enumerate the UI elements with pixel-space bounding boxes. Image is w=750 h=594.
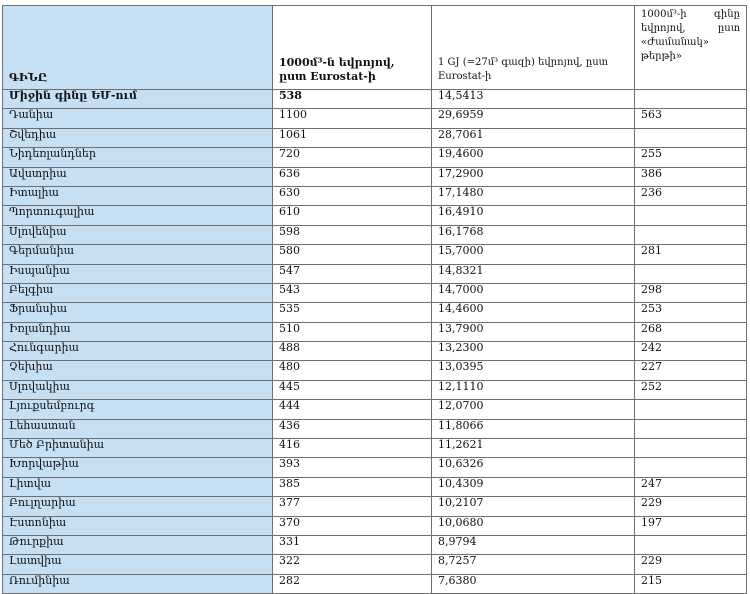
country-cell: Իտալիա (3, 186, 273, 205)
table-row (3, 245, 747, 264)
eur-gj-cell: 7,6380 (432, 574, 635, 593)
eur-gj-cell: 16,1768 (432, 225, 635, 244)
table-row (3, 225, 747, 244)
eur-1000m3-cell: 636 (273, 167, 432, 186)
country-cell: Ռումինիա (3, 574, 273, 593)
header-zhamanak: 1000մ³-ի գինը եվրոյով, ըստ «Ժամանակ» թերթի» (635, 6, 747, 90)
eur-gj-cell: 10,6326 (432, 458, 635, 477)
country-cell: Իսպանիա (3, 264, 273, 283)
eur-gj-cell: 14,8321 (432, 264, 635, 283)
zhamanak-cell: 236 (635, 186, 747, 205)
zhamanak-cell: 386 (635, 167, 747, 186)
zhamanak-cell (635, 458, 747, 477)
eur-1000m3-cell: 444 (273, 400, 432, 419)
country-cell: Ֆրանսիա (3, 303, 273, 322)
zhamanak-cell: 252 (635, 380, 747, 399)
zhamanak-cell: 229 (635, 497, 747, 516)
table-row (3, 516, 747, 535)
eur-gj-cell: 16,4910 (432, 206, 635, 225)
zhamanak-cell (635, 400, 747, 419)
table-row (3, 380, 747, 399)
country-cell: Բելգիա (3, 283, 273, 302)
eur-gj-cell: 10,4309 (432, 477, 635, 496)
eur-gj-cell: 13,2300 (432, 342, 635, 361)
eur-gj-cell: 29,6959 (432, 109, 635, 128)
country-cell: Սլովենիա (3, 225, 273, 244)
eur-gj-cell: 28,7061 (432, 128, 635, 147)
eur-1000m3-cell: 610 (273, 206, 432, 225)
eur-1000m3-cell: 535 (273, 303, 432, 322)
table-row (3, 303, 747, 322)
country-cell: Խորվաթիա (3, 458, 273, 477)
zhamanak-cell (635, 535, 747, 554)
zhamanak-cell (635, 225, 747, 244)
zhamanak-cell: 215 (635, 574, 747, 593)
country-cell: Նիդեռլանդներ (3, 148, 273, 167)
zhamanak-cell (635, 439, 747, 458)
eur-1000m3-cell: 445 (273, 380, 432, 399)
average-eur-1000m3: 538 (273, 90, 432, 109)
table-row (3, 186, 747, 205)
average-label: Միջին գինը ԵՄ-ում (3, 90, 273, 109)
zhamanak-cell: 563 (635, 109, 747, 128)
country-cell: Չեխիա (3, 361, 273, 380)
eur-1000m3-cell: 630 (273, 186, 432, 205)
eur-1000m3-cell: 488 (273, 342, 432, 361)
table-row (3, 458, 747, 477)
eur-1000m3-cell: 1061 (273, 128, 432, 147)
zhamanak-cell (635, 128, 747, 147)
eur-1000m3-cell: 543 (273, 283, 432, 302)
eur-gj-cell: 11,2621 (432, 439, 635, 458)
eur-gj-cell: 14,4600 (432, 303, 635, 322)
table-row (3, 283, 747, 302)
country-cell: Սլովակիա (3, 380, 273, 399)
eur-gj-cell: 10,0680 (432, 516, 635, 535)
table-row (3, 477, 747, 496)
header-row (3, 6, 747, 90)
average-zhamanak (635, 90, 747, 109)
zhamanak-cell (635, 264, 747, 283)
eur-1000m3-cell: 580 (273, 245, 432, 264)
zhamanak-cell: 253 (635, 303, 747, 322)
table-row (3, 400, 747, 419)
eur-1000m3-cell: 510 (273, 322, 432, 341)
zhamanak-cell (635, 419, 747, 438)
eur-gj-cell: 12,0700 (432, 400, 635, 419)
zhamanak-cell: 247 (635, 477, 747, 496)
eur-1000m3-cell: 436 (273, 419, 432, 438)
table-row (3, 264, 747, 283)
table-row (3, 361, 747, 380)
table-row (3, 128, 747, 147)
country-cell: Բուլղարիա (3, 497, 273, 516)
average-eur-gj: 14,5413 (432, 90, 635, 109)
zhamanak-cell: 268 (635, 322, 747, 341)
table-row (3, 167, 747, 186)
eur-1000m3-cell: 480 (273, 361, 432, 380)
eur-gj-cell: 13,0395 (432, 361, 635, 380)
eur-gj-cell: 10,2107 (432, 497, 635, 516)
country-cell: Թուրքիա (3, 535, 273, 554)
eur-gj-cell: 8,7257 (432, 555, 635, 574)
eur-gj-cell: 11,8066 (432, 419, 635, 438)
eur-1000m3-cell: 322 (273, 555, 432, 574)
zhamanak-cell: 242 (635, 342, 747, 361)
eur-1000m3-cell: 598 (273, 225, 432, 244)
eur-1000m3-cell: 393 (273, 458, 432, 477)
eur-gj-cell: 12,1110 (432, 380, 635, 399)
eur-1000m3-cell: 331 (273, 535, 432, 554)
table-row (3, 535, 747, 554)
zhamanak-cell: 227 (635, 361, 747, 380)
eur-gj-cell: 17,1480 (432, 186, 635, 205)
country-cell: Էստոնիա (3, 516, 273, 535)
table-row (3, 322, 747, 341)
zhamanak-cell: 255 (635, 148, 747, 167)
country-cell: Պորտուգալիա (3, 206, 273, 225)
country-cell: Գերմանիա (3, 245, 273, 264)
eur-1000m3-cell: 416 (273, 439, 432, 458)
country-cell: Դանիա (3, 109, 273, 128)
table-row (3, 419, 747, 438)
table-row (3, 148, 747, 167)
table-body (3, 6, 747, 594)
eur-1000m3-cell: 370 (273, 516, 432, 535)
eur-1000m3-cell: 720 (273, 148, 432, 167)
header-price: ԳԻՆԸ (3, 6, 273, 90)
country-cell: Հունգարիա (3, 342, 273, 361)
table-row (3, 439, 747, 458)
eur-gj-cell: 15,7000 (432, 245, 635, 264)
eur-gj-cell: 19,4600 (432, 148, 635, 167)
average-row (3, 90, 747, 109)
country-cell: Լիտվա (3, 477, 273, 496)
country-cell: Ավստրիա (3, 167, 273, 186)
country-cell: Իռլանդիա (3, 322, 273, 341)
zhamanak-cell: 298 (635, 283, 747, 302)
table-row (3, 574, 747, 593)
eur-1000m3-cell: 282 (273, 574, 432, 593)
table-row (3, 109, 747, 128)
eur-1000m3-cell: 377 (273, 497, 432, 516)
table-row (3, 497, 747, 516)
table-row (3, 342, 747, 361)
country-cell: Լատվիա (3, 555, 273, 574)
table-row (3, 555, 747, 574)
country-cell: Լեհաստան (3, 419, 273, 438)
eur-gj-cell: 17,2900 (432, 167, 635, 186)
zhamanak-cell (635, 206, 747, 225)
zhamanak-cell: 281 (635, 245, 747, 264)
eur-gj-cell: 13,7900 (432, 322, 635, 341)
header-eur-1000m3: 1000մ³-ն եվրոյով, ըստ Eurostat-ի (273, 6, 432, 90)
eur-1000m3-cell: 385 (273, 477, 432, 496)
eur-1000m3-cell: 1100 (273, 109, 432, 128)
eur-gj-cell: 8,9794 (432, 535, 635, 554)
table-row (3, 206, 747, 225)
country-cell: Լյուքսեմբուրգ (3, 400, 273, 419)
zhamanak-cell: 229 (635, 555, 747, 574)
header-eur-gj: 1 GJ (=27մ³ գազի) եվրոյով, ըստ Eurostat-ի (432, 6, 635, 90)
eur-gj-cell: 14,7000 (432, 283, 635, 302)
gas-price-table (2, 5, 747, 594)
country-cell: Մեծ Բրիտանիա (3, 439, 273, 458)
zhamanak-cell: 197 (635, 516, 747, 535)
country-cell: Շվեդիա (3, 128, 273, 147)
eur-1000m3-cell: 547 (273, 264, 432, 283)
